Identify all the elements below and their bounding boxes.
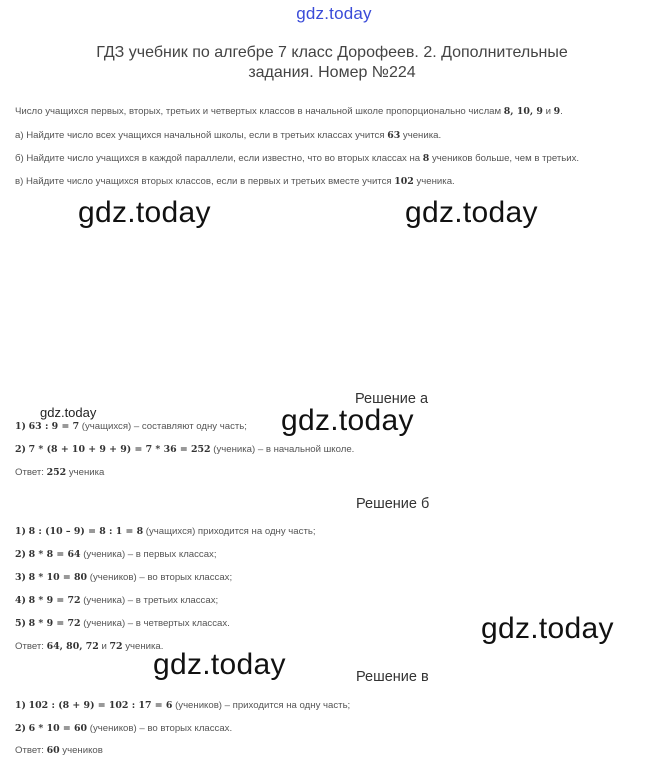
watermark-5: gdz.today — [153, 648, 286, 681]
task-a: а) Найдите число всех учащихся начальной школы, если в третьих классах учится 63 ученика. — [15, 130, 442, 141]
solution-c-answer: Ответ: 60 учеников — [15, 745, 103, 756]
watermark-2: gdz.today — [405, 196, 538, 229]
solution-b-step5: 5) 8 * 9 = 72 (ученика) – в четвертых классах. — [15, 618, 230, 629]
solution-b-step4: 4) 8 * 9 = 72 (ученика) – в третьих классах; — [15, 595, 219, 606]
solution-b-answer: Ответ: 64, 80, 72 и 72 ученика. — [15, 641, 164, 652]
solution-c-heading: Решение в — [356, 669, 429, 685]
page-title-line1: ГДЗ учебник по алгебре 7 класс Дорофеев. 2. Дополнительные — [96, 44, 568, 61]
watermark-small: gdz.today — [40, 405, 97, 420]
page-title-line2: задания. Номер №224 — [248, 64, 416, 81]
solution-a-step1: 1) 63 : 9 = 7 (учащихся) – составляют одну часть; — [15, 421, 247, 432]
task-intro: Число учащихся первых, вторых, третьих и четвертых классов в начальной школе пропорционально числам 8, 10, 9 и 9. — [15, 106, 563, 117]
watermark-3: gdz.today — [281, 404, 414, 437]
site-logo[interactable]: gdz.today — [296, 4, 372, 23]
solution-a-step2: 2) 7 * (8 + 10 + 9 + 9) = 7 * 36 = 252 (ученика) – в начальной школе. — [15, 444, 355, 455]
solution-c-step1: 1) 102 : (8 + 9) = 102 : 17 = 6 (учеников) – приходится на одну часть; — [15, 700, 351, 711]
solution-b-step3: 3) 8 * 10 = 80 (учеников) – во вторых классах; — [15, 572, 233, 583]
watermark-1: gdz.today — [78, 196, 211, 229]
solution-a-answer: Ответ: 252 ученика — [15, 467, 105, 478]
solution-b-step1: 1) 8 : (10 – 9) = 8 : 1 = 8 (учащихся) приходится на одну часть; — [15, 526, 316, 537]
solution-a-heading: Решение а — [355, 391, 429, 407]
watermark-4: gdz.today — [481, 612, 614, 645]
solution-b-step2: 2) 8 * 8 = 64 (ученика) – в первых классах; — [15, 549, 217, 560]
solution-c-step2: 2) 6 * 10 = 60 (учеников) – во вторых классах. — [15, 723, 233, 734]
task-c: в) Найдите число учащихся вторых классов, если в первых и третьих вместе учится 102 ученика. — [15, 176, 455, 187]
task-b: б) Найдите число учащихся в каждой параллели, если известно, что во вторых классах на 8 учеников больше, чем в третьих. — [15, 153, 580, 164]
solution-b-heading: Решение б — [356, 496, 430, 512]
